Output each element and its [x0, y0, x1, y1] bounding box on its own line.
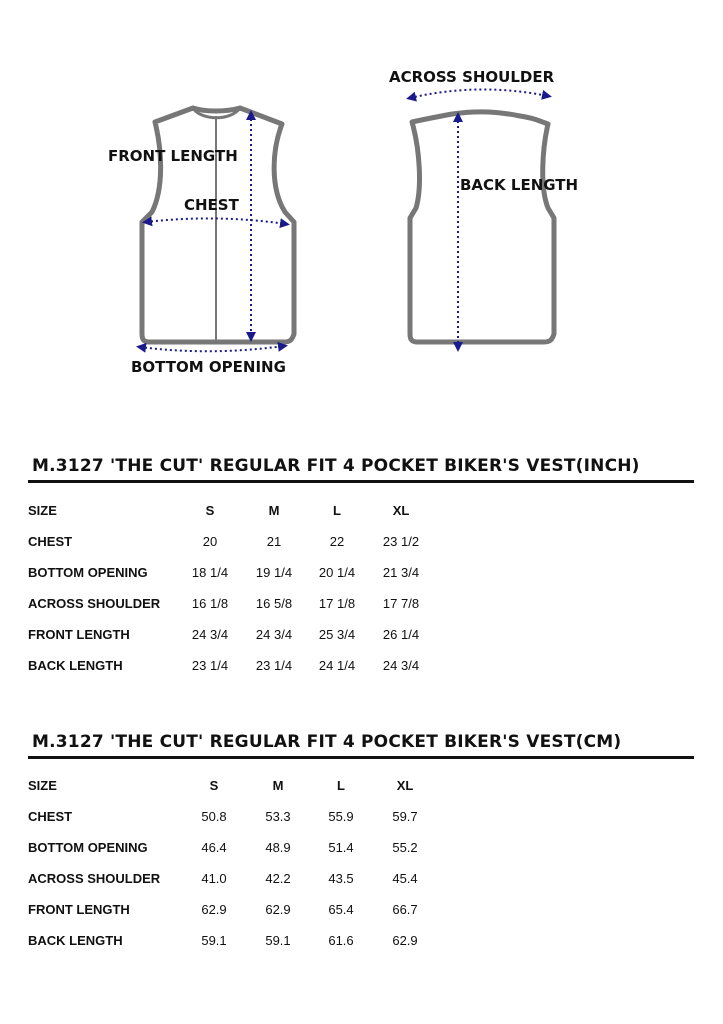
header-s: S: [205, 503, 215, 518]
cell-l: 20 1/4: [318, 565, 356, 580]
cell-m: 48.9: [265, 840, 291, 855]
row-label: BACK LENGTH: [28, 658, 123, 673]
table-row: [0, 840, 723, 860]
cell-s: 62.9: [201, 902, 227, 917]
cell-s: 24 3/4: [191, 627, 229, 642]
row-label: FRONT LENGTH: [28, 902, 130, 917]
back-vest-outline: [410, 112, 554, 342]
cell-xl: 66.7: [392, 902, 418, 917]
cell-l: 17 1/8: [318, 596, 356, 611]
cell-m: 24 3/4: [255, 627, 293, 642]
cell-l: 25 3/4: [318, 627, 356, 642]
cell-l: 65.4: [328, 902, 354, 917]
table-row: [0, 534, 723, 554]
cell-m: 16 5/8: [255, 596, 293, 611]
cell-l: 43.5: [328, 871, 354, 886]
header-l: L: [333, 503, 341, 518]
header-s: S: [209, 778, 219, 793]
cell-m: 19 1/4: [255, 565, 293, 580]
table-row: [0, 565, 723, 585]
cell-xl: 45.4: [392, 871, 418, 886]
cell-s: 20: [202, 534, 218, 549]
bottom-opening-label: BOTTOM OPENING: [131, 358, 286, 376]
cell-xl: 24 3/4: [382, 658, 420, 673]
header-xl: XL: [392, 503, 410, 518]
cell-xl: 23 1/2: [382, 534, 420, 549]
table-row: [0, 902, 723, 922]
table-row: [0, 809, 723, 829]
measurement-diagram: [0, 0, 723, 400]
table-row: [0, 627, 723, 647]
cell-xl: 21 3/4: [382, 565, 420, 580]
cm-table-title: M.3127 'THE CUT' REGULAR FIT 4 POCKET BIKER'S VEST(CM): [32, 732, 622, 752]
cell-l: 24 1/4: [318, 658, 356, 673]
table-row: [0, 933, 723, 953]
back-length-label: BACK LENGTH: [460, 176, 579, 194]
header-m: M: [268, 503, 280, 518]
table-row: [0, 596, 723, 616]
cell-l: 61.6: [328, 933, 354, 948]
header-l: L: [337, 778, 345, 793]
cell-m: 21: [266, 534, 282, 549]
row-label: ACROSS SHOULDER: [28, 871, 161, 886]
cell-l: 22: [329, 534, 345, 549]
header-xl: XL: [396, 778, 414, 793]
row-label: BACK LENGTH: [28, 933, 123, 948]
header-size-label: SIZE: [28, 778, 57, 793]
row-label: FRONT LENGTH: [28, 627, 130, 642]
row-label: ACROSS SHOULDER: [28, 596, 161, 611]
cell-s: 16 1/8: [191, 596, 229, 611]
cell-xl: 17 7/8: [382, 596, 420, 611]
cell-l: 55.9: [328, 809, 354, 824]
row-label: CHEST: [28, 534, 73, 549]
chest-label: CHEST: [184, 196, 239, 214]
row-label: CHEST: [28, 809, 73, 824]
cell-xl: 59.7: [392, 809, 418, 824]
cell-xl: 62.9: [392, 933, 418, 948]
cell-m: 23 1/4: [255, 658, 293, 673]
cell-m: 42.2: [265, 871, 291, 886]
cell-m: 59.1: [265, 933, 291, 948]
bottom-opening-arrow: [140, 346, 284, 351]
cell-l: 51.4: [328, 840, 354, 855]
header-m: M: [272, 778, 284, 793]
cell-m: 53.3: [265, 809, 291, 824]
inch-title-rule: [28, 480, 694, 483]
cm-title-rule: [28, 756, 694, 759]
cell-s: 23 1/4: [191, 658, 229, 673]
header-size-label: SIZE: [28, 503, 57, 518]
table-header-row: [0, 778, 723, 798]
cell-xl: 55.2: [392, 840, 418, 855]
cell-s: 18 1/4: [191, 565, 229, 580]
across-shoulder-label: ACROSS SHOULDER: [389, 68, 555, 86]
table-header-row: [0, 503, 723, 523]
inch-table-title: M.3127 'THE CUT' REGULAR FIT 4 POCKET BIKER'S VEST(INCH): [32, 456, 640, 476]
front-vest-outline: [142, 108, 294, 342]
cell-xl: 26 1/4: [382, 627, 420, 642]
table-row: [0, 658, 723, 678]
cell-m: 62.9: [265, 902, 291, 917]
cell-s: 50.8: [201, 809, 227, 824]
row-label: BOTTOM OPENING: [28, 840, 148, 855]
cell-s: 41.0: [201, 871, 227, 886]
front-length-label: FRONT LENGTH: [108, 147, 238, 165]
table-row: [0, 871, 723, 891]
cell-s: 59.1: [201, 933, 227, 948]
cell-s: 46.4: [201, 840, 227, 855]
across-shoulder-arrow: [410, 89, 548, 98]
row-label: BOTTOM OPENING: [28, 565, 148, 580]
